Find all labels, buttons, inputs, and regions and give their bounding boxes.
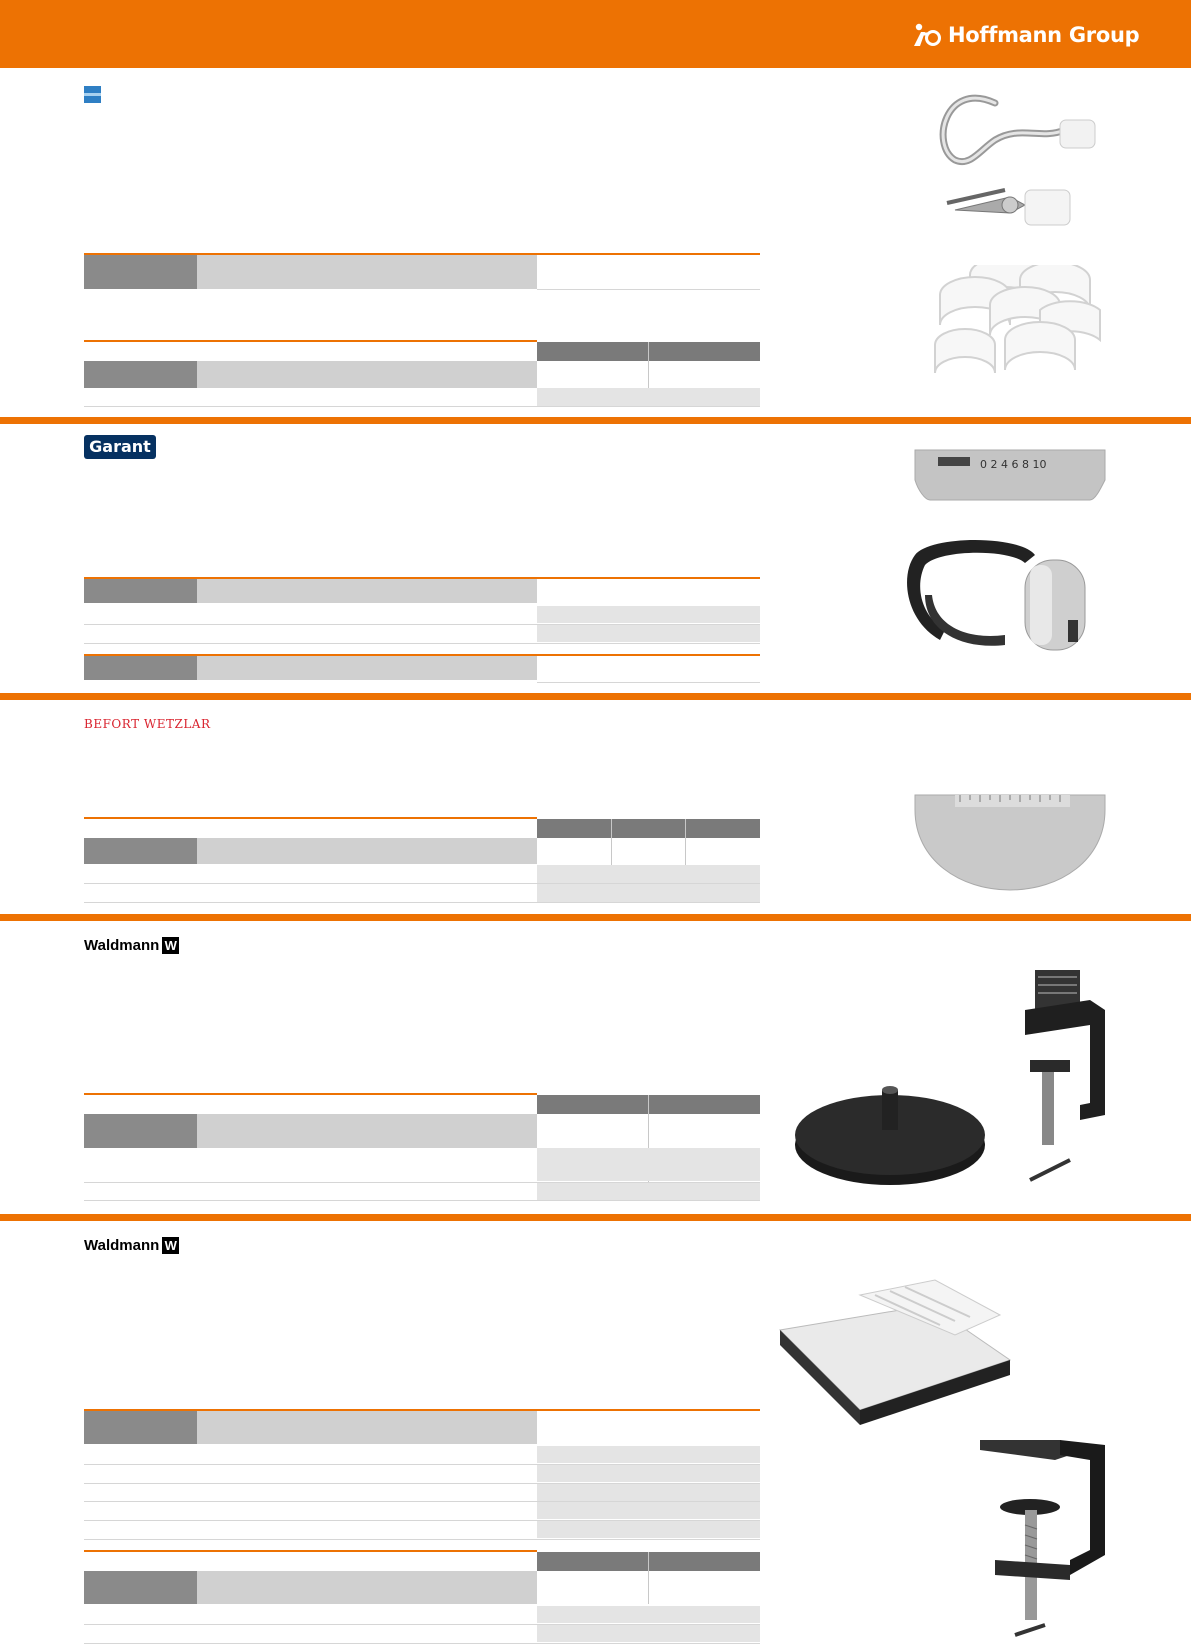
section-separator	[0, 914, 1191, 921]
table-row	[537, 625, 760, 642]
table-header-cell	[197, 361, 537, 388]
base-clamp-icon	[1020, 965, 1110, 1190]
table-row	[537, 865, 760, 883]
table-header-cell	[84, 838, 197, 864]
befort-wetzlar-logo: BEFORT WETZLAR	[84, 717, 211, 731]
waldmann-logo	[84, 1237, 179, 1254]
table-top-rule	[84, 1550, 537, 1552]
table-top-rule	[84, 1093, 537, 1095]
table-header-cell	[84, 1571, 197, 1604]
section-separator	[0, 693, 1191, 700]
hoffmann-group-logo[interactable]	[912, 20, 1139, 50]
table-row	[537, 388, 760, 406]
table-row-divider	[84, 643, 760, 644]
table-header-cell	[84, 656, 197, 680]
table-row-divider	[537, 289, 760, 290]
table-row	[537, 1521, 760, 1538]
section-separator	[0, 417, 1191, 424]
waldmann-w-mark: W	[162, 937, 179, 954]
table-row-divider	[84, 902, 760, 903]
table-header-cell	[84, 255, 197, 289]
table-header-cell	[197, 838, 537, 864]
table-row	[537, 1625, 760, 1642]
table-column-divider	[648, 1552, 649, 1604]
table-column-header	[537, 819, 760, 838]
hook-clip-icon	[925, 85, 1115, 245]
lamp-base-icon	[790, 1080, 990, 1195]
table-header-cell	[84, 1411, 197, 1444]
table-header-cell	[197, 1411, 537, 1444]
waldmann-wordmark: Waldmann	[84, 937, 160, 954]
scale-ring-icon	[900, 535, 1110, 665]
footswitch-icon	[775, 1275, 1015, 1425]
brand-name: Hoffmann Group	[948, 23, 1140, 47]
clip-ring-set-icon	[930, 265, 1110, 395]
table-row-divider	[84, 1539, 760, 1540]
waldmann-w-mark: W	[162, 1237, 179, 1254]
section-separator	[0, 1214, 1191, 1221]
footswitch-clamp-icon	[975, 1435, 1110, 1645]
table-header-cell	[197, 579, 537, 603]
table-header-cell	[197, 1114, 537, 1148]
metal-scale-icon	[910, 445, 1110, 505]
table-header-cell	[84, 361, 197, 388]
table-row-divider	[537, 682, 760, 683]
scale-digits: 0 2 4 6 8 10	[980, 458, 1047, 471]
table-header-cell	[197, 656, 537, 680]
table-row	[537, 1183, 760, 1200]
table-row-divider	[84, 1200, 760, 1201]
table-row-divider	[84, 406, 760, 407]
pisla-logo	[84, 86, 101, 103]
table-row	[537, 884, 760, 902]
table-row	[537, 1446, 760, 1463]
table-top-rule	[84, 340, 537, 342]
table-top-rule	[84, 817, 537, 819]
table-row-divider	[84, 1643, 760, 1644]
garant-logo: Garant	[84, 435, 156, 459]
table-header-cell	[197, 1571, 537, 1604]
table-row	[537, 1502, 760, 1519]
table-header-cell	[197, 255, 537, 289]
table-header-cell	[84, 579, 197, 603]
table-row	[537, 1606, 760, 1623]
waldmann-logo	[84, 937, 179, 954]
half-disc-scale-icon	[910, 790, 1110, 895]
hoffmann-figure-icon	[912, 22, 942, 48]
table-row	[537, 1465, 760, 1482]
table-row	[537, 606, 760, 623]
table-row	[537, 1148, 760, 1181]
table-header-cell	[84, 1114, 197, 1148]
table-row	[537, 1484, 760, 1501]
waldmann-wordmark: Waldmann	[84, 1237, 160, 1254]
